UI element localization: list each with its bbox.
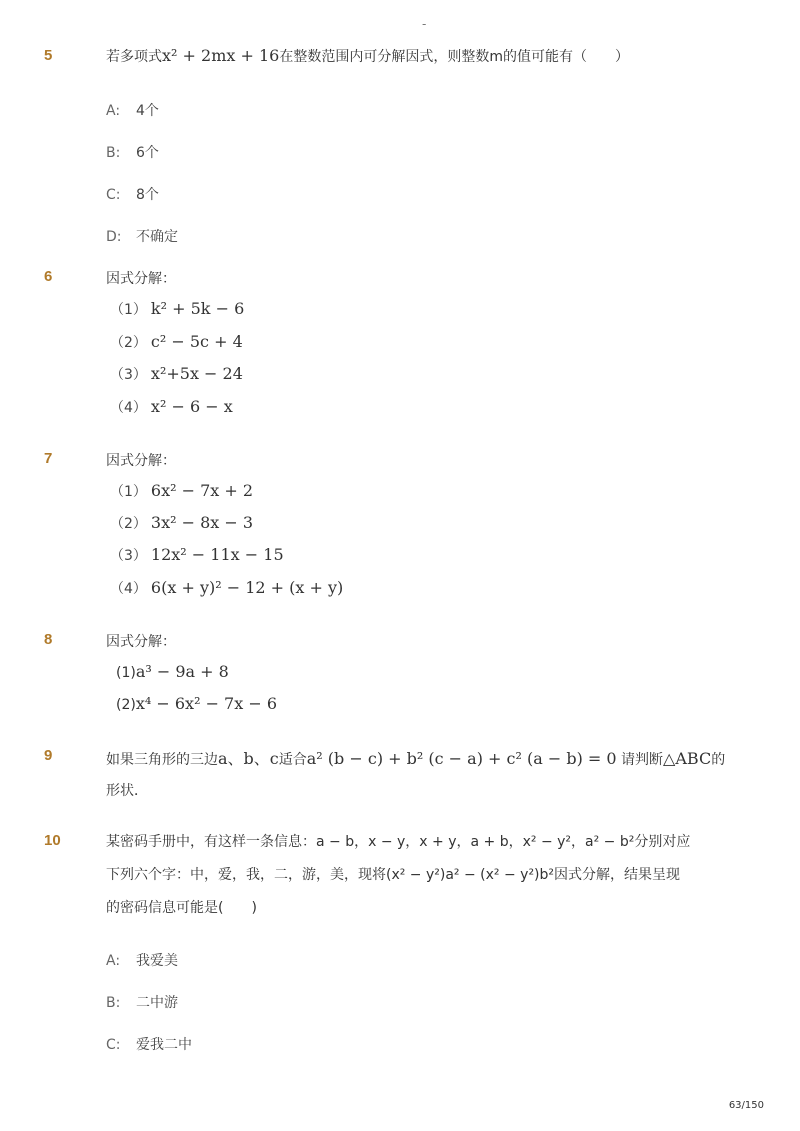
question-8-label: 因式分解： <box>106 634 176 650</box>
q6-item-4 <box>110 397 233 417</box>
question-10-line-3: 的密码信息可能是( ) <box>106 900 257 916</box>
q9-pre: 如果三角形的三边 <box>106 752 218 768</box>
q7-item-2 <box>110 513 253 533</box>
q6-item-2 <box>110 332 243 352</box>
q5-stem-pre: 若多项式 <box>106 49 162 65</box>
option-letter: C: <box>106 187 121 203</box>
item-index: (2) <box>116 697 136 713</box>
item-index: （4） <box>110 581 147 597</box>
item-expr: c² − 5c + 4 <box>150 332 243 351</box>
option-text: 不确定 <box>136 229 178 245</box>
question-number-6: 6 <box>44 268 53 285</box>
q10-option-b[interactable] <box>106 992 178 1012</box>
item-expr: x² − 6 − x <box>150 397 233 416</box>
item-index: (1) <box>116 665 136 681</box>
option-text: 8个 <box>136 187 159 203</box>
item-index: （1） <box>110 484 147 500</box>
option-letter: A: <box>106 103 121 119</box>
option-letter: A: <box>106 953 121 969</box>
q6-item-1 <box>110 299 244 319</box>
item-index: （2） <box>110 335 147 351</box>
q5-option-c[interactable] <box>106 184 159 204</box>
q9-equation: a² (b − c) + b² (c − a) + c² (a − b) = 0 <box>306 749 617 768</box>
question-9-line-1 <box>106 746 725 769</box>
item-index: （4） <box>110 400 147 416</box>
item-expr: 12x² − 11x − 15 <box>150 545 284 564</box>
item-index: （3） <box>110 367 147 383</box>
item-index: （3） <box>110 548 147 564</box>
question-7-label: 因式分解： <box>106 453 176 469</box>
q8-item-2 <box>116 694 277 713</box>
q5-stem-math: x² + 2mx + 16 <box>162 46 280 65</box>
item-expr: x²+5x − 24 <box>150 364 243 383</box>
question-number-8: 8 <box>44 631 53 648</box>
item-expr: 6x² − 7x + 2 <box>150 481 254 500</box>
question-10-line-1: 某密码手册中，有这样一条信息：a − b，x − y，x + y，a + b，x² − y²，a² − b²分别对应 <box>106 834 691 850</box>
question-9-line-2: 形状． <box>106 783 148 799</box>
item-expr: a³ − 9a + 8 <box>135 662 229 681</box>
option-text: 4个 <box>136 103 159 119</box>
question-number-5: 5 <box>44 47 53 64</box>
item-expr: 3x² − 8x − 3 <box>150 513 254 532</box>
option-text: 6个 <box>136 145 159 161</box>
option-text: 二中游 <box>136 995 178 1011</box>
page-number: 63/150 <box>728 1100 764 1111</box>
q9-post: 请判断 <box>621 752 664 768</box>
q6-item-3 <box>110 364 243 384</box>
item-expr: k² + 5k − 6 <box>150 299 245 318</box>
question-6-label: 因式分解： <box>106 271 176 287</box>
q5-stem-post: 在整数范围内可分解因式，则整数m的值可能有（ ） <box>279 49 629 65</box>
item-index: （1） <box>110 302 147 318</box>
question-5-stem <box>106 46 629 66</box>
question-10-line-2: 下列六个字：中，爱，我，二，游，美，现将(x² − y²)a² − (x² − y²)b²因式分解，结果呈现 <box>106 867 681 883</box>
q9-triangle: △ABC <box>663 749 712 768</box>
q7-item-4 <box>110 578 343 598</box>
item-expr: x⁴ − 6x² − 7x − 6 <box>135 694 278 713</box>
q9-vars: a、b、c <box>218 749 279 768</box>
option-letter: B: <box>106 995 121 1011</box>
q9-mid: 适合 <box>278 752 307 768</box>
option-text: 爱我二中 <box>136 1037 192 1053</box>
q5-option-b[interactable] <box>106 142 159 162</box>
q9-end: 的 <box>711 752 726 768</box>
item-index: （2） <box>110 516 147 532</box>
option-text: 我爱美 <box>136 953 178 969</box>
q8-item-1 <box>116 662 229 681</box>
q5-option-a[interactable] <box>106 100 159 120</box>
q5-option-d[interactable] <box>106 226 178 246</box>
question-number-9: 9 <box>44 747 53 764</box>
q7-item-1 <box>110 481 253 501</box>
question-number-7: 7 <box>44 450 53 467</box>
page-top-mark: - <box>422 17 427 31</box>
item-expr: 6(x + y)² − 12 + (x + y) <box>150 578 344 597</box>
q10-option-c[interactable] <box>106 1034 192 1054</box>
option-letter: B: <box>106 145 121 161</box>
option-letter: C: <box>106 1037 121 1053</box>
question-number-10: 10 <box>44 832 61 849</box>
q10-option-a[interactable] <box>106 950 178 970</box>
q7-item-3 <box>110 545 284 565</box>
option-letter: D: <box>106 229 122 245</box>
